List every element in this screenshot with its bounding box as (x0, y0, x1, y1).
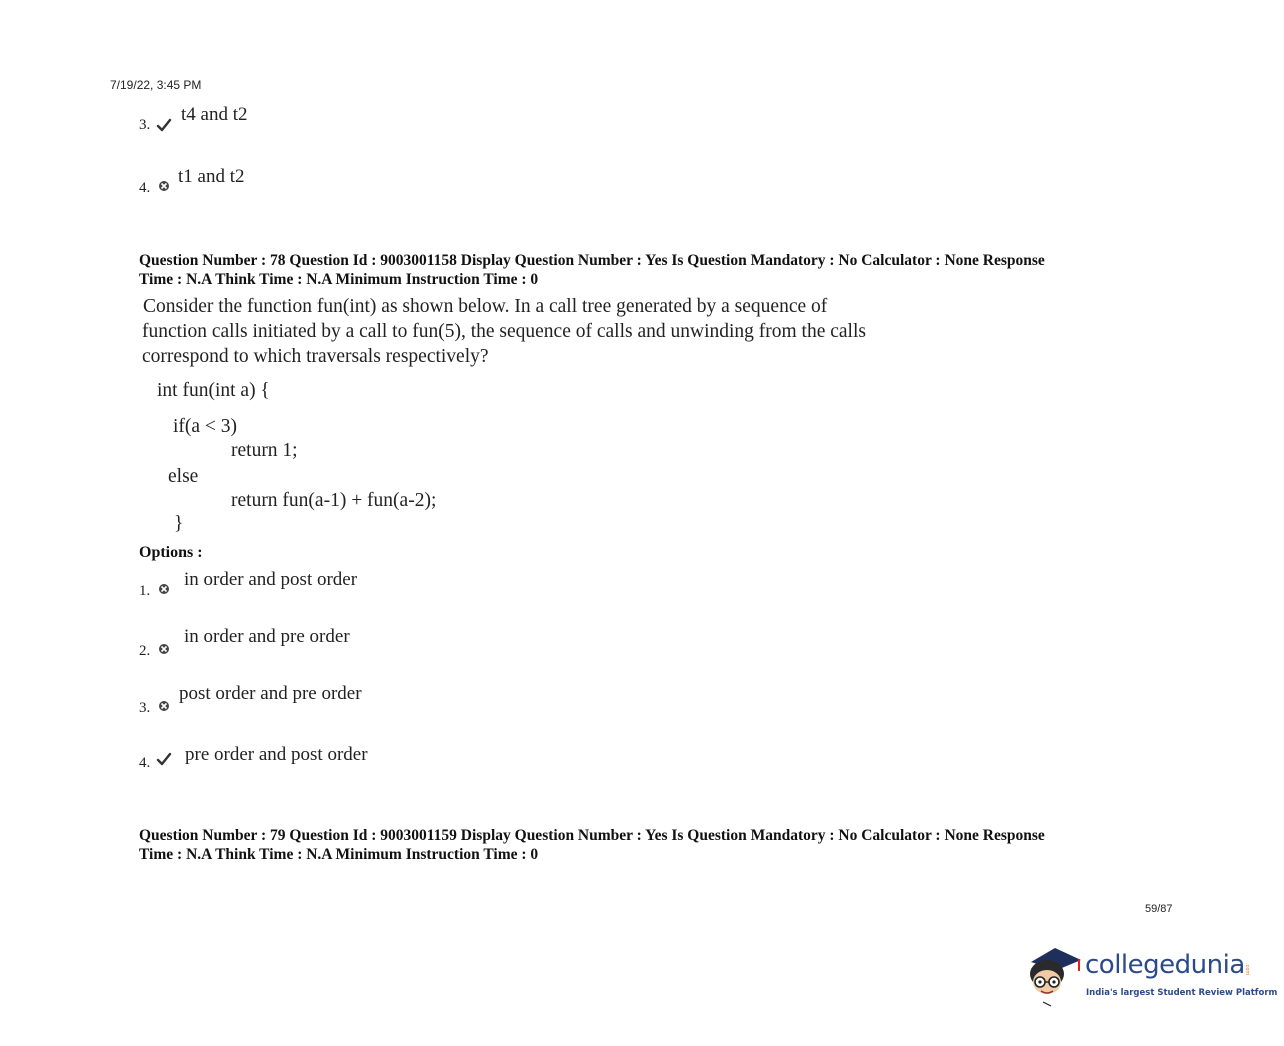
options-label: Options : (139, 544, 203, 561)
option-text: t1 and t2 (178, 166, 245, 187)
question-text-line: function calls initiated by a call to fun(5), the sequence of calls and unwinding from the calls (142, 321, 866, 342)
code-line: else (168, 466, 199, 487)
question-text-line: Consider the function fun(int) as shown below. In a call tree generated by a sequence of (143, 296, 828, 317)
option-number: 3. (139, 117, 151, 133)
question-meta-line: Time : N.A Think Time : N.A Minimum Instruction Time : 0 (139, 846, 539, 863)
option-number: 2. (139, 643, 151, 659)
question-meta-line: Time : N.A Think Time : N.A Minimum Instruction Time : 0 (139, 271, 539, 288)
option-text: in order and pre order (184, 626, 350, 647)
option-number: 3. (139, 700, 151, 716)
page-number: 59/87 (1145, 903, 1173, 915)
question-meta (139, 826, 1149, 864)
check-icon (156, 751, 172, 767)
option-number: 4. (139, 755, 151, 771)
question-meta-line: Question Number : 78 Question Id : 9003001158 Display Question Number : Yes Is Question Mandatory : No Calculator : None Response (139, 252, 1045, 269)
print-datestamp: 7/19/22, 3:45 PM (110, 78, 202, 92)
question-meta-line: Question Number : 79 Question Id : 9003001159 Display Question Number : Yes Is Question Mandatory : No Calculator : None Response (139, 827, 1045, 844)
cross-icon (156, 641, 172, 657)
question-text-line: correspond to which traversals respectively? (142, 346, 489, 367)
collegedunia-logo (1025, 940, 1278, 1010)
option-text: in order and post order (184, 569, 358, 590)
option-number: 1. (139, 583, 151, 599)
question-text (142, 294, 962, 369)
cross-icon (156, 581, 172, 597)
cross-icon (156, 178, 172, 194)
logo-tagline: India's largest Student Review Platform (1086, 988, 1278, 998)
code-line: int fun(int a) { (157, 380, 270, 401)
code-line: return fun(a-1) + fun(a-2); (231, 490, 437, 511)
logo-wordmark: collegedunia (1085, 950, 1245, 980)
code-line: return 1; (231, 440, 298, 461)
question-meta (139, 251, 1149, 289)
mascot-icon (1025, 940, 1083, 1008)
cross-icon (156, 698, 172, 714)
option-text: pre order and post order (185, 744, 368, 765)
code-line: if(a < 3) (173, 416, 238, 437)
code-line: } (174, 513, 184, 534)
option-number: 4. (139, 180, 151, 196)
logo-suffix: .com (1244, 963, 1250, 976)
option-text: post order and pre order (179, 683, 362, 704)
check-icon (156, 117, 172, 133)
option-text: t4 and t2 (181, 104, 248, 125)
